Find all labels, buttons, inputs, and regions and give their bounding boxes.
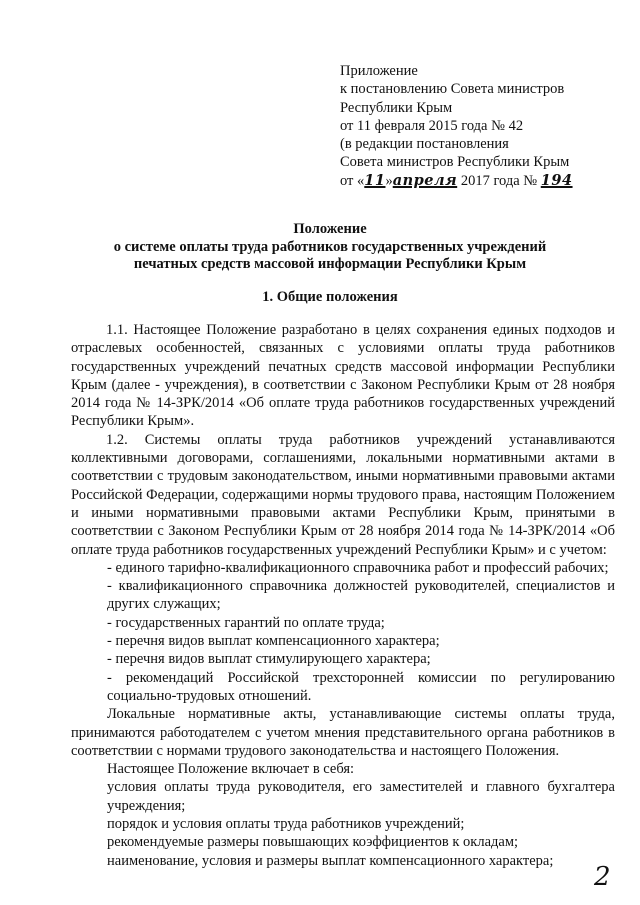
date-prefix: от « <box>340 172 365 189</box>
approval-line: от 11 февраля 2015 года № 42 <box>340 117 524 134</box>
paragraph-1-1: 1.1. Настоящее Положение разработано в целях сохранения единых подходов и отраслевых особенностей, связанных с условиями оплаты труда работников государственных учреждений печатных средств массовой информации Республики Крым (далее - учреждения), в соответствии с Законом Республики Крым от 28 ноября 2014 года № 14-ЗРК/2014 «Об оплате труда работников государственных учреждений Республики Крым». <box>71 322 615 430</box>
paragraph-local-acts: Локальные нормативные акты, устанавливающие системы оплаты труда, принимаются работодателем с учетом мнения представительного органа работников в соответствии с нормами трудового законодательства и настоящего Положения. <box>71 706 615 759</box>
approval-line: Приложение <box>340 63 418 79</box>
title-line: печатных средств массовой информации Республики Крым <box>133 256 527 272</box>
date-year: 2017 года № <box>457 172 541 189</box>
list-item: - рекомендаций Российской трехсторонней комиссии по регулированию социально-трудовых отношений. <box>107 669 615 704</box>
approval-block <box>340 62 630 190</box>
includes-item: порядок и условия оплаты труда работников учреждений; <box>107 816 465 833</box>
paragraph-includes: Настоящее Положение включает в себя: <box>107 761 355 778</box>
approval-line: к постановлению Совета министров <box>340 81 565 98</box>
document-title <box>60 221 600 274</box>
includes-item: рекомендуемые размеры повышающих коэффициентов к окладам; <box>107 834 519 851</box>
title-line: Положение <box>293 221 367 237</box>
approval-line: Республики Крым <box>340 99 453 116</box>
list-item: - перечня видов выплат стимулирующего характера; <box>107 651 431 668</box>
includes-item: наименование, условия и размеры выплат компенсационного характера; <box>107 852 554 869</box>
approval-date-line <box>340 172 630 190</box>
handwritten-page-number: 2 <box>594 862 611 892</box>
title-line: о системе оплаты труда работников государственных учреждений <box>113 238 547 255</box>
section-body <box>71 321 615 870</box>
handwritten-number: 194 <box>540 171 573 189</box>
paragraph-1-2: 1.2. Системы оплаты труда работников учреждений устанавливаются коллективными договорами, соглашениями, локальными нормативными актами в соответствии с трудовым законодательством, иными нормативными правовыми актами Российской Федерации, содержащими нормы трудового права, настоящим Положением и иными нормативными правовыми актами Республики Крым, принятыми в соответствии с Законом Республики Крым от 28 ноября 2014 года № 14-ЗРК/2014 «Об оплате труда работников государственных учреждений Республики Крым» и с учетом: <box>71 431 615 558</box>
section-heading: 1. Общие положения <box>262 289 398 305</box>
list-item: - единого тарифно-квалификационного справочника работ и профессий рабочих; <box>107 559 609 576</box>
handwritten-month: апреля <box>392 171 458 189</box>
approval-line: (в редакции постановления <box>340 136 509 153</box>
approval-line: Совета министров Республики Крым <box>340 154 570 171</box>
list-item: - перечня видов выплат компенсационного характера; <box>107 633 440 650</box>
list-item: - государственных гарантий по оплате труда; <box>107 614 385 631</box>
date-separator: » <box>385 172 393 189</box>
list-item: - квалификационного справочника должностей руководителей, специалистов и других служащих; <box>107 578 615 613</box>
includes-item: условия оплаты труда руководителя, его заместителей и главного бухгалтера учреждения; <box>107 779 615 814</box>
handwritten-day: 11 <box>364 171 386 189</box>
